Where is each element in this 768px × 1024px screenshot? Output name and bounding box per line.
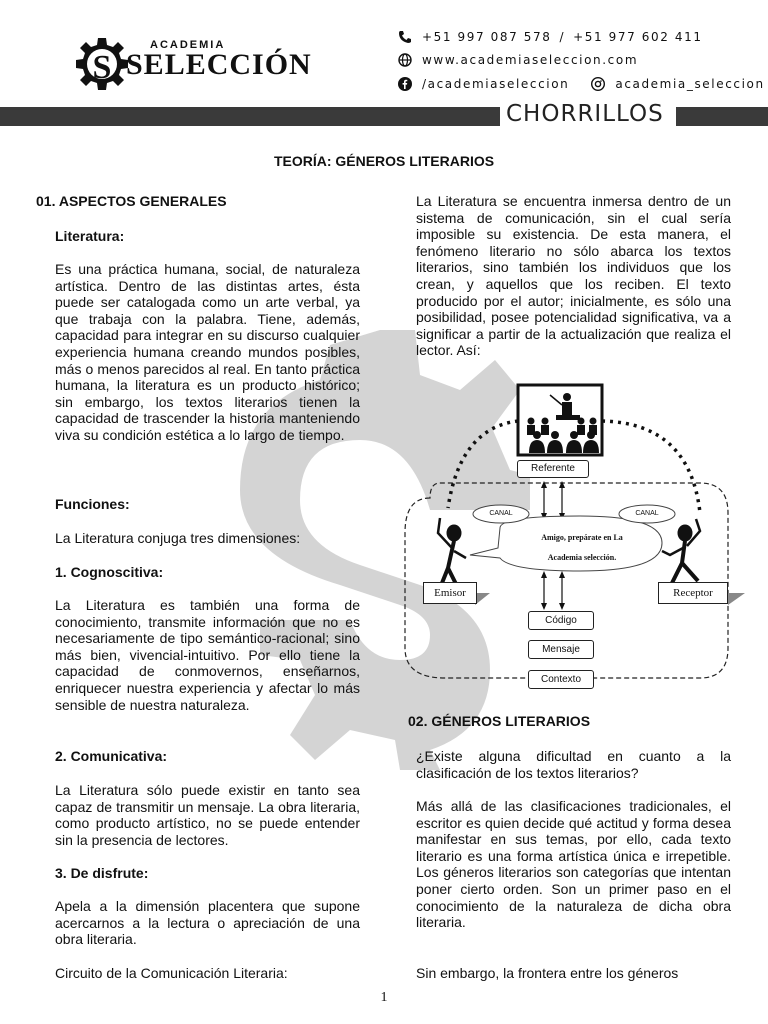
receptor-figure [662, 519, 700, 583]
academy-logo [76, 36, 316, 96]
intro-paragraph: La Literatura se encuentra inmersa dentro de un sistema de comunicación, sin el cual sería imposible su existencia. De esta manera, el fenómeno literario no sólo abarca los textos literarios, sino también los individuos que los crean, y aquellos que los reciben. El texto producido por el autor; inicialmente, es sólo una posibilidad, posee potencialidad significativa, va a significar a partir de la actualización que realiza el lector. Así: [416, 193, 731, 359]
section-2-heading: 02. GÉNEROS LITERARIOS [408, 713, 591, 729]
funciones-heading: Funciones: [55, 496, 130, 512]
phone-2[interactable]: +51 977 602 411 [573, 30, 703, 44]
disfrute-heading: 3. De disfrute: [55, 865, 149, 881]
cognoscitiva-heading: 1. Cognoscitiva: [55, 564, 164, 580]
bubble-text-line1: Amigo, prepárate en La [541, 533, 623, 542]
receptor-box: Receptor [658, 582, 728, 604]
emisor-figure [438, 518, 466, 588]
logo-academia-text: ACADEMIA [150, 39, 226, 51]
phone-separator: / [559, 30, 566, 44]
phone-icon [398, 30, 412, 44]
communication-circuit-diagram [400, 383, 750, 693]
contact-phones [398, 30, 703, 44]
branch-name: CHORRILLOS [506, 101, 664, 127]
emisor-box: Emisor [423, 582, 477, 604]
disfrute-paragraph: Apela a la dimensión placentera que supone acercarnos a la lectura o apreciación de una obra literaria. [55, 898, 360, 948]
facebook-icon [398, 77, 412, 91]
logo-seleccion-text: SELECCIÓN [126, 48, 312, 81]
cognoscitiva-paragraph: La Literatura es también una forma de conocimiento, transmite información que no es necesariamente de tipo semántico-racional; sino más bien, vivencial-intuitivo. Por ello tiene la capacidad de conmovernos, enseñarnos, enriquecer nuestra experiencia y afectar lo más sensible de nuestra naturaleza. [55, 597, 360, 713]
contact-social [398, 77, 765, 91]
section-1-heading: 01. ASPECTOS GENERALES [36, 193, 227, 209]
instagram-icon [591, 77, 605, 91]
mensaje-box: Mensaje [528, 640, 594, 659]
clasificaciones-paragraph: Más allá de las clasificaciones tradicionales, el escritor es quien decide qué actitud y forma desea manifestar en sus temas, por ello, cada texto literario es una forma artística única e irrepetible. Los géneros literarios son categorías que intentan poner cierto orden. Son un primer paso en el conocimiento de la naturaleza de dicha obra literaria. [416, 798, 731, 931]
contact-website [398, 53, 638, 67]
literatura-paragraph: Es una práctica humana, social, de naturaleza artística. Dentro de las distintas artes, ésta puede ser catalogada como un arte verbal, ya que trabaja con la palabra. Tiene, además, capacidad para integrar en su discurso cualquier experiencia humana creando mundos posibles, más o menos parecidos al real. En tanto práctica humana, la literatura es un producto histórico; sin embargo, los textos literarios tienen la capacidad de trascender la historia manteniendo viva su condición estética a lo largo de tiempo. [55, 261, 360, 443]
page-number: 1 [380, 990, 388, 1005]
header-band-left [0, 107, 500, 126]
svg-text:S: S [92, 49, 112, 86]
question-paragraph: ¿Existe alguna dificultad en cuanto a la clasificación de los textos literarios? [416, 748, 731, 781]
frontera-paragraph: Sin embargo, la frontera entre los géneros [416, 965, 679, 981]
referente-box: Referente [517, 460, 589, 478]
comunicativa-paragraph: La Literatura sólo puede existir en tanto sea capaz de transmitir un mensaje. La obra literaria, como producto artístico, no se puede entender sin la presencia de lectores. [55, 782, 360, 848]
page-title: TEORÍA: GÉNEROS LITERARIOS [273, 153, 495, 169]
circuito-label: Circuito de la Comunicación Literaria: [55, 965, 288, 981]
comunicativa-heading: 2. Comunicativa: [55, 748, 168, 764]
canal-right-label: CANAL [635, 510, 659, 517]
contexto-box: Contexto [528, 670, 594, 689]
website-link[interactable]: www.academiaseleccion.com [422, 53, 639, 67]
instagram-link[interactable]: academia_seleccion [615, 77, 765, 91]
gear-logo-icon [76, 36, 128, 94]
canal-left-label: CANAL [489, 510, 513, 517]
header-band-right [676, 107, 768, 126]
literatura-heading: Literatura: [55, 228, 125, 244]
globe-icon [398, 53, 412, 67]
phone-1[interactable]: +51 997 087 578 [422, 30, 552, 44]
funciones-paragraph: La Literatura conjuga tres dimensiones: [55, 530, 301, 546]
facebook-link[interactable]: /academiaseleccion [422, 77, 570, 91]
bubble-text-line2: Academia selección. [547, 553, 617, 562]
codigo-box: Código [528, 611, 594, 630]
